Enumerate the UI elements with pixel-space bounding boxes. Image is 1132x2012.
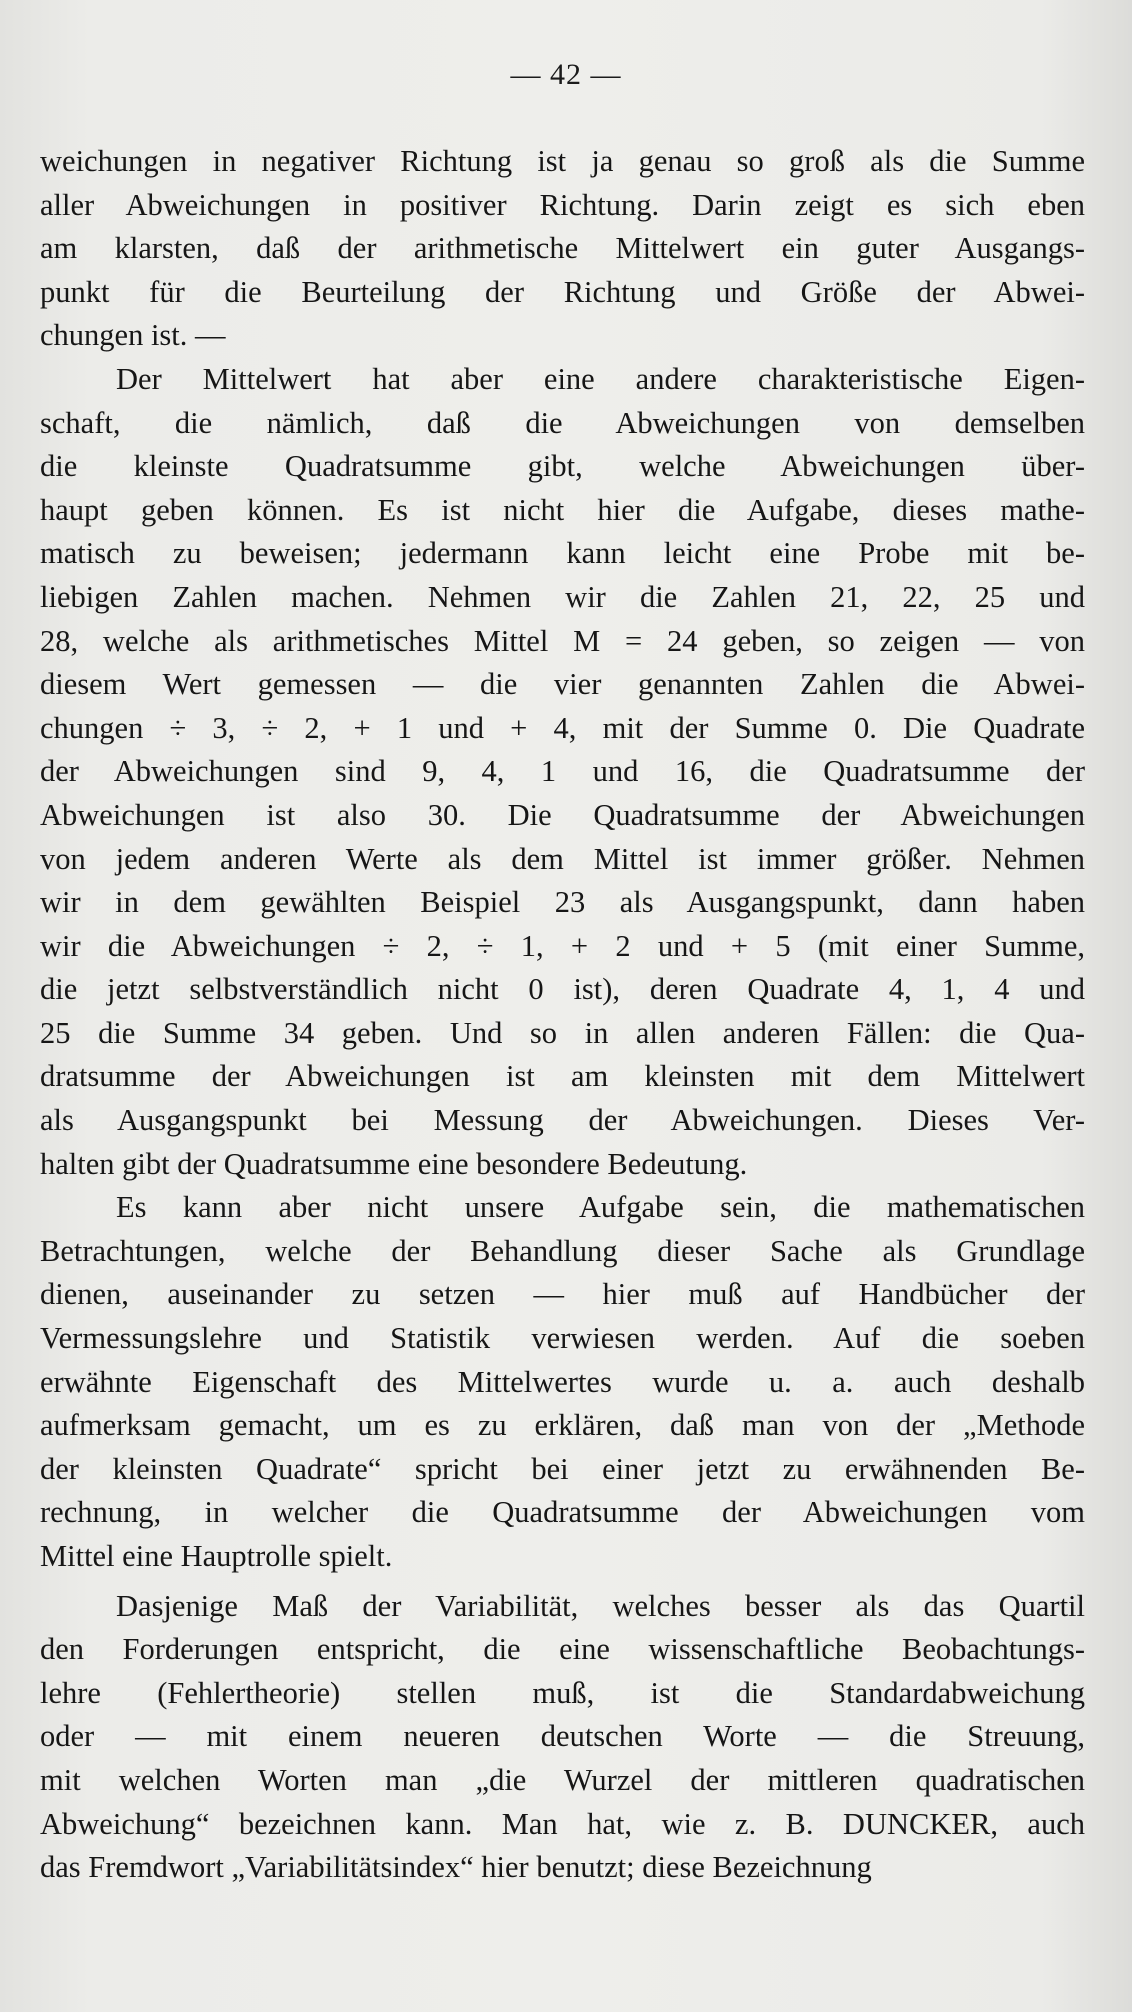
paragraph [40, 358, 1085, 1186]
text-line: 28, welche als arithmetisches Mittel M = 24 geben, so zeigen — von [40, 623, 1085, 658]
text-line: Der Mittelwert hat aber eine andere charakteristische Eigen- [116, 361, 1085, 396]
text-line: Dasjenige Maß der Variabilität, welches besser als das Quartil [116, 1588, 1085, 1623]
text-line: aufmerksam gemacht, um es zu erklären, daß man von der „Methode [40, 1408, 1085, 1443]
text-line: der kleinsten Quadrate“ spricht bei einer jetzt zu erwähnenden Be- [40, 1451, 1085, 1486]
paragraph [40, 1186, 1085, 1578]
text-line: lehre (Fehlertheorie) stellen muß, ist die Standardabweichung [40, 1675, 1085, 1710]
text-line: halten gibt der Quadratsumme eine besondere Bedeutung. [40, 1146, 748, 1181]
text-line: die kleinste Quadratsumme gibt, welche Abweichungen über- [40, 449, 1085, 484]
text-line: aller Abweichungen in positiver Richtung. Darin zeigt es sich eben [40, 187, 1085, 222]
page-number: — 42 — [510, 58, 622, 91]
text-line: mit welchen Worten man „die Wurzel der mittleren quadratischen [40, 1762, 1085, 1797]
text-line: Betrachtungen, welche der Behandlung dieser Sache als Grundlage [40, 1233, 1085, 1268]
paragraph [40, 1585, 1085, 1890]
text-line: von jedem anderen Werte als dem Mittel ist immer größer. Nehmen [40, 841, 1085, 876]
text-line: Vermessungslehre und Statistik verwiesen werden. Auf die soeben [40, 1321, 1085, 1356]
text-line: erwähnte Eigenschaft des Mittelwertes wurde u. a. auch deshalb [40, 1364, 1085, 1399]
text-line: Mittel eine Hauptrolle spielt. [40, 1539, 393, 1573]
text-line: chungen ist. — [40, 318, 226, 353]
text-line: die jetzt selbstverständlich nicht 0 ist), deren Quadrate 4, 1, 4 und [40, 972, 1085, 1007]
text-line: liebigen Zahlen machen. Nehmen wir die Zahlen 21, 22, 25 und [40, 579, 1085, 614]
text-line: schaft, die nämlich, daß die Abweichungen von demselben [40, 405, 1085, 440]
text-line: wir die Abweichungen ÷ 2, ÷ 1, + 2 und + 5 (mit einer Summe, [40, 928, 1085, 963]
text-line: punkt für die Beurteilung der Richtung und Größe der Abwei- [40, 274, 1085, 309]
text-line: 25 die Summe 34 geben. Und so in allen anderen Fällen: die Qua- [40, 1015, 1085, 1050]
text-line: haupt geben können. Es ist nicht hier die Aufgabe, dieses mathe- [40, 492, 1085, 527]
text-line: oder — mit einem neueren deutschen Worte — die Streuung, [40, 1719, 1085, 1754]
text-line: das Fremdwort „Variabilitätsindex“ hier benutzt; diese Bezeichnung [40, 1850, 872, 1885]
text-line: matisch zu beweisen; jedermann kann leicht eine Probe mit be- [40, 536, 1085, 571]
text-line: der Abweichungen sind 9, 4, 1 und 16, die Quadratsumme der [40, 754, 1085, 789]
text-line: den Forderungen entspricht, die eine wissenschaftliche Beobachtungs- [40, 1632, 1085, 1667]
text-line: rechnung, in welcher die Quadratsumme der Abweichungen vom [40, 1495, 1085, 1530]
text-line: wir in dem gewählten Beispiel 23 als Ausgangspunkt, dann haben [40, 885, 1085, 920]
text-line: am klarsten, daß der arithmetische Mittelwert ein guter Ausgangs- [40, 231, 1085, 266]
body-text [40, 140, 1085, 1890]
text-line: chungen ÷ 3, ÷ 2, + 1 und + 4, mit der Summe 0. Die Quadrate [40, 710, 1085, 745]
text-line: dienen, auseinander zu setzen — hier muß auf Handbücher der [40, 1277, 1085, 1312]
text-line: als Ausgangspunkt bei Messung der Abweichungen. Dieses Ver- [40, 1103, 1085, 1138]
text-line: weichungen in negativer Richtung ist ja genau so groß als die Summe [40, 144, 1085, 178]
text-line: Abweichungen ist also 30. Die Quadratsumme der Abweichungen [40, 797, 1085, 832]
text-line: Es kann aber nicht unsere Aufgabe sein, die mathematischen [116, 1190, 1085, 1225]
text-line: dratsumme der Abweichungen ist am kleinsten mit dem Mittelwert [40, 1059, 1085, 1094]
text-line: Abweichung“ bezeichnen kann. Man hat, wie z. B. DUNCKER, auch [40, 1806, 1085, 1841]
paragraph [40, 140, 1085, 358]
text-line: diesem Wert gemessen — die vier genannten Zahlen die Abwei- [40, 667, 1085, 702]
